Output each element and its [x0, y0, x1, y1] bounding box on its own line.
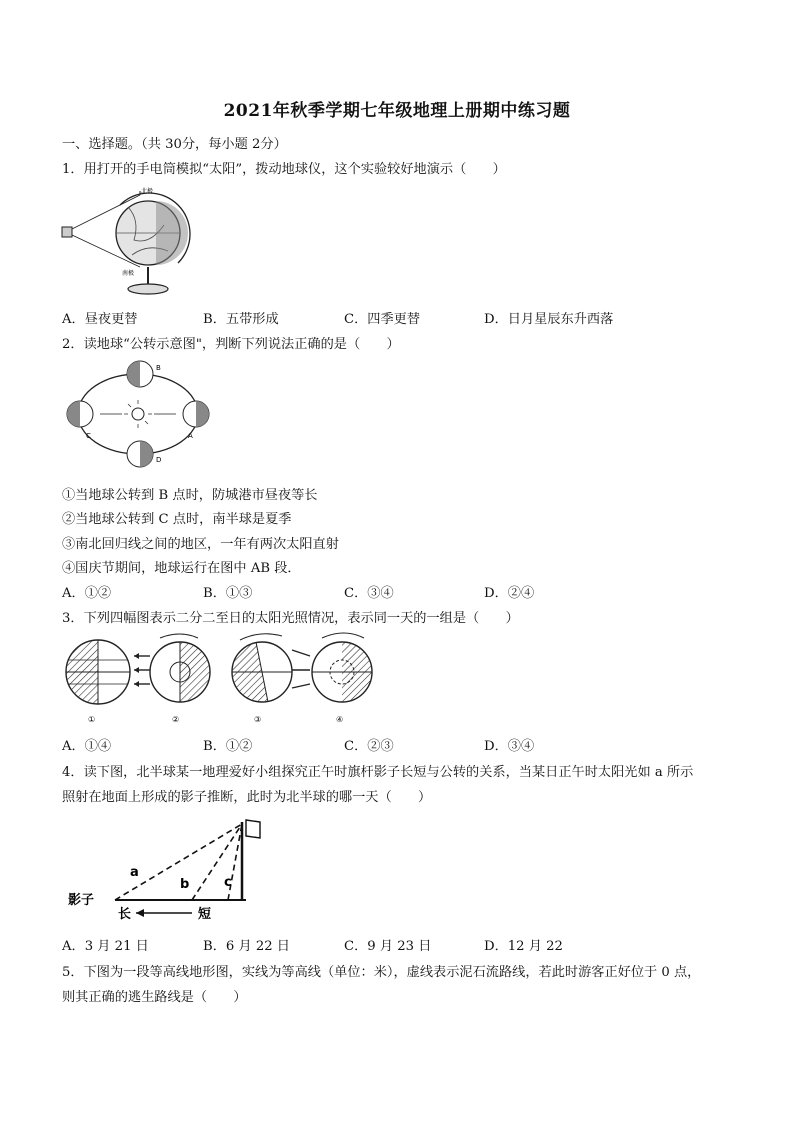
q4-option-b[interactable]: B．6 月 22 日: [203, 939, 290, 954]
q2-option-c[interactable]: C．③④: [344, 586, 394, 601]
q5-stem-line-1: 5．下图为一段等高线地形图，实线为等高线（单位：米），虚线表示泥石流路线，若此时游客正好位于 0 点，: [62, 965, 701, 980]
q2-label-a: A: [188, 432, 193, 440]
q3-option-a[interactable]: A．①④: [62, 739, 112, 754]
q2-label-c: C: [86, 432, 91, 440]
q2-option-b[interactable]: B．①③: [203, 586, 253, 601]
q4-label-short: 短: [198, 907, 212, 922]
q3-label-1: ①: [88, 715, 96, 724]
q4-shadow-figure: [60, 812, 280, 924]
q2-label-b: B: [156, 364, 161, 372]
q3-label-3: ③: [254, 715, 262, 724]
q3-illumination-figure: [60, 630, 380, 730]
q1-stem: 1．用打开的手电筒模拟“太阳”，拨动地球仪，这个实验较好地演示（ ）: [62, 162, 506, 177]
q1-option-b[interactable]: B．五带形成: [203, 312, 279, 327]
q4-label-c: c: [224, 875, 232, 890]
q1-option-a[interactable]: A．昼夜更替: [62, 312, 138, 327]
q4-stem-line-2: 照射在地面上形成的影子推断，此时为北半球的哪一天（ ）: [62, 790, 432, 805]
q4-label-shadow: 影子: [68, 893, 95, 908]
q2-orbit-figure: [60, 358, 210, 473]
q4-label-a: a: [130, 865, 139, 880]
q3-option-d[interactable]: D．③④: [484, 739, 535, 754]
q4-stem-line-1: 4．读下图，北半球某一地理爱好小组探究正午时旗杆影子长短与公转的关系，当某日正午时太阳光如 a 所示: [62, 765, 694, 780]
q5-stem-line-2: 则其正确的逃生路线是（ ）: [62, 990, 247, 1005]
q2-statement-1: ①当地球公转到 B 点时，防城港市昼夜等长: [62, 488, 318, 503]
q3-stem: 3．下列四幅图表示二分二至日的太阳光照情况，表示同一天的一组是（ ）: [62, 611, 519, 626]
q2-stem: 2．读地球“公转示意图"，判断下列说法正确的是（ ）: [62, 337, 400, 352]
q4-option-a[interactable]: A．3 月 21 日: [62, 939, 149, 954]
q2-statement-2: ②当地球公转到 C 点时，南半球是夏季: [62, 512, 292, 527]
q3-option-c[interactable]: C．②③: [344, 739, 394, 754]
q1-south-label: 南极: [122, 270, 135, 277]
q1-globe-figure: [60, 185, 190, 300]
q1-north-label: 北极: [141, 188, 154, 195]
q2-statement-3: ③南北回归线之间的地区，一年有两次太阳直射: [62, 537, 339, 552]
q1-option-c[interactable]: C．四季更替: [344, 312, 421, 327]
q4-label-b: b: [180, 877, 190, 892]
q4-option-d[interactable]: D．12 月 22: [484, 939, 563, 954]
q2-statement-4: ④国庆节期间，地球运行在图中 AB 段．: [62, 561, 301, 576]
q2-label-d: D: [156, 456, 162, 464]
page-title: 2021年秋季学期七年级地理上册期中练习题: [223, 101, 571, 121]
q3-label-4: ④: [336, 715, 344, 724]
q3-label-2: ②: [172, 715, 180, 724]
section-heading: 一、选择题。（共 30分，每小题 2分）: [62, 137, 287, 152]
q2-option-a[interactable]: A．①②: [62, 586, 112, 601]
q4-option-c[interactable]: C．9 月 23 日: [344, 939, 432, 954]
q3-option-b[interactable]: B．①②: [203, 739, 253, 754]
q4-label-long: 长: [118, 907, 132, 922]
q2-option-d[interactable]: D．②④: [484, 586, 535, 601]
q1-option-d[interactable]: D．日月星辰东升西落: [484, 312, 614, 327]
